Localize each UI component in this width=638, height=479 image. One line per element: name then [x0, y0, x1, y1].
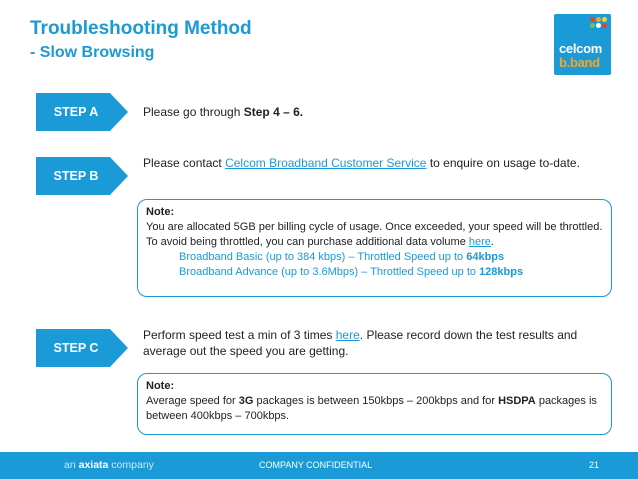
- step-b-note: [137, 199, 612, 297]
- note-heading: Note:: [146, 380, 175, 392]
- page-number: 21: [589, 460, 600, 470]
- footer-bar: [0, 452, 638, 479]
- note-link-suffix: .: [490, 236, 494, 248]
- step-b-text: [143, 155, 605, 171]
- axiata-prefix: an: [64, 459, 79, 471]
- step-c-text-suffix: . Please record down the test results and average out the speed you are getting.: [143, 328, 578, 358]
- step-a-badge: [36, 93, 128, 131]
- step-c-badge: [36, 329, 128, 367]
- broadband-basic-line: [146, 250, 603, 265]
- customer-service-link[interactable]: Celcom Broadband Customer Service: [225, 156, 427, 170]
- note-body: You are allocated 5GB per billing cycle of usage. Once exceeded, your speed will be throttled. To avoid being throttled, you can purchase additional data volume: [146, 221, 603, 248]
- confidential-label: COMPANY CONFIDENTIAL: [259, 460, 373, 470]
- step-c-text: [143, 327, 611, 359]
- speed-test-link[interactable]: here: [335, 328, 360, 342]
- step-c-label: STEP C: [53, 341, 99, 355]
- step-a-label: STEP A: [53, 105, 99, 119]
- step-a-text: [143, 104, 603, 120]
- basic-line-prefix: Broadband Basic (up to 384 kbps) – Throttled Speed up to: [179, 251, 467, 263]
- broadband-advance-line: [146, 265, 603, 280]
- note-c-part-3: packages is between 400kbps – 700kbps.: [146, 395, 597, 422]
- step-b-text-suffix: to enquire on usage to-date.: [426, 156, 580, 170]
- note-c-hsdpa: HSDPA: [498, 395, 536, 407]
- purchase-data-link[interactable]: here: [468, 236, 491, 248]
- step-b-text-prefix: Please contact: [143, 156, 226, 170]
- title-line-1: Troubleshooting Method: [30, 18, 252, 39]
- advance-line-prefix: Broadband Advance (up to 3.6Mbps) – Throttled Speed up to: [179, 266, 480, 278]
- axiata-brand: axiata: [78, 459, 109, 471]
- note-c-part-2: packages is between 150kbps – 200kbps and for: [253, 395, 499, 407]
- step-c-note: [137, 373, 612, 435]
- basic-line-speed: 64kbps: [466, 251, 505, 263]
- logo-word-2: b.band: [559, 55, 600, 70]
- title-line-2: - Slow Browsing: [30, 44, 155, 61]
- step-c-text-prefix: Perform speed test a min of 3 times: [143, 328, 336, 342]
- step-a-text-prefix: Please go through: [143, 105, 244, 119]
- axiata-tagline: [64, 459, 154, 471]
- axiata-suffix: company: [108, 459, 154, 471]
- logo-dots-icon: [590, 17, 608, 31]
- step-a-text-bold: Step 4 – 6.: [243, 105, 304, 119]
- note-heading: Note:: [146, 206, 175, 218]
- note-c-part-1: Average speed for: [146, 395, 239, 407]
- step-b-badge: [36, 157, 128, 195]
- note-c-3g: 3G: [238, 395, 254, 407]
- logo-word-1: celcom: [559, 41, 603, 56]
- page-title: [30, 18, 252, 64]
- advance-line-speed: 128kbps: [479, 266, 524, 278]
- celcom-logo: [554, 14, 611, 75]
- step-b-label: STEP B: [53, 169, 99, 183]
